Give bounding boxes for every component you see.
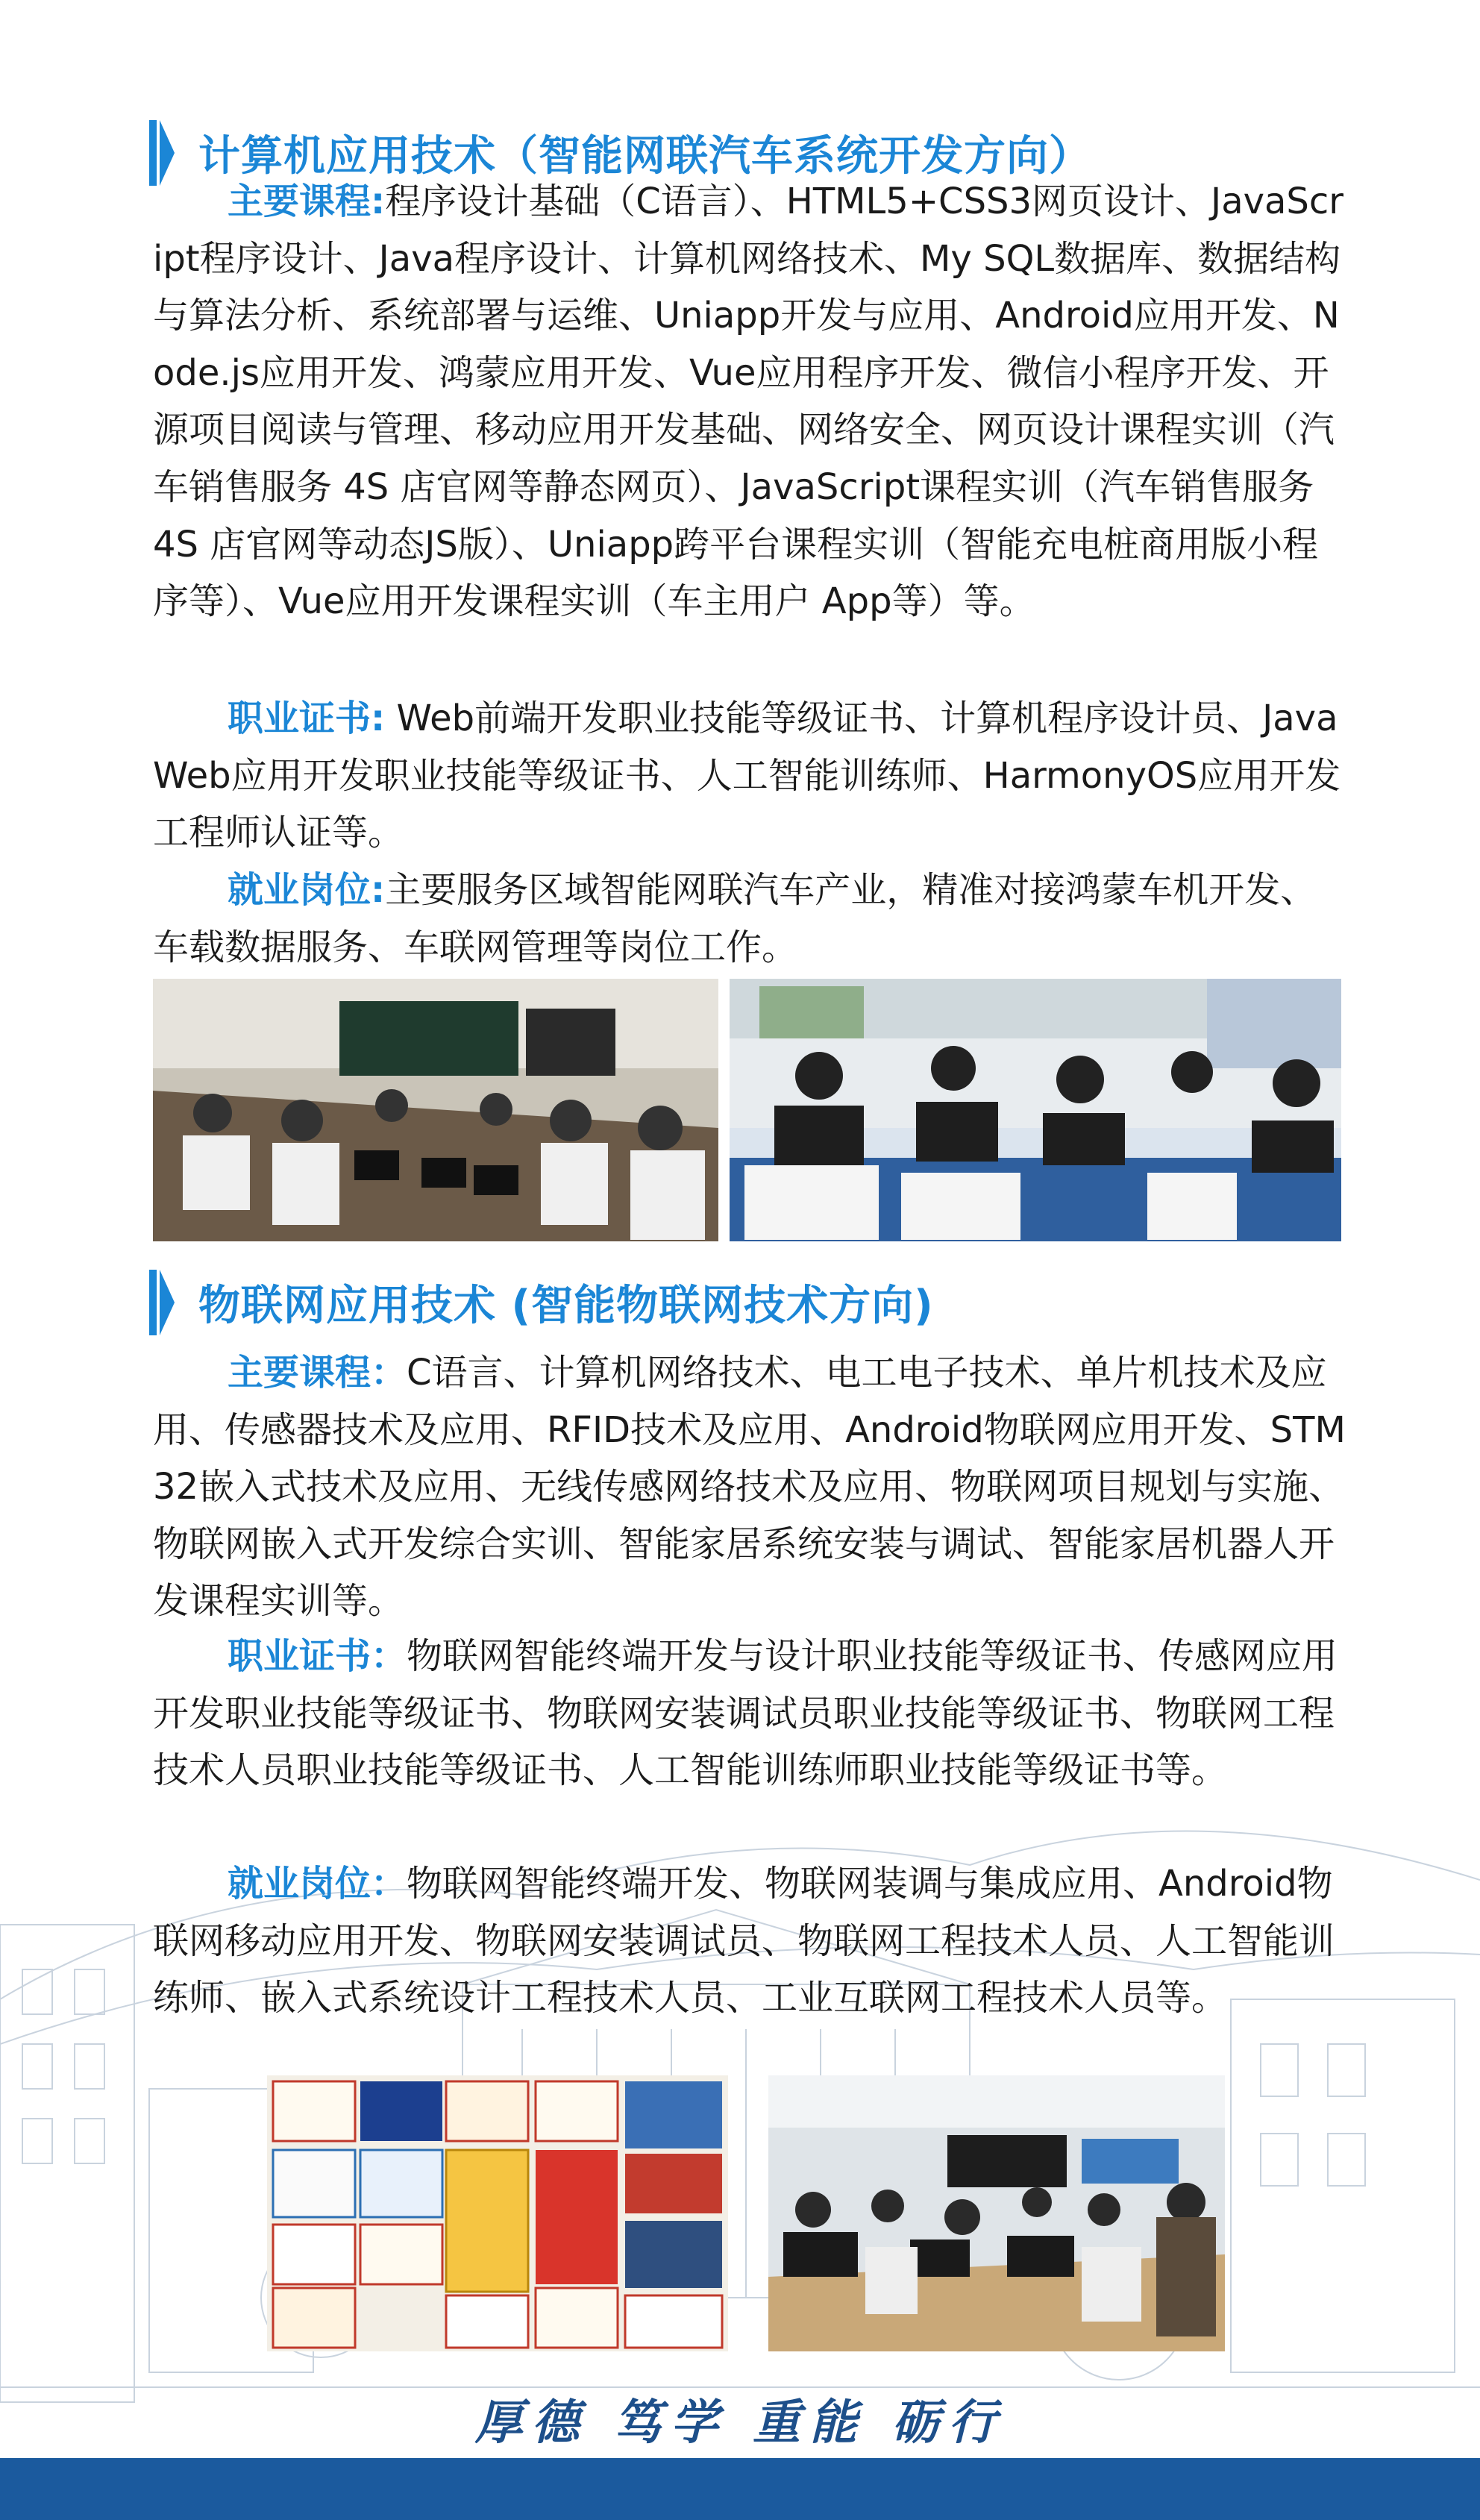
- section2-courses: [153, 1344, 1346, 1630]
- section1-courses: [153, 173, 1346, 630]
- classroom-photo-1: [153, 979, 718, 1241]
- footer-band: [0, 2458, 1480, 2520]
- courses-label: 主要课程：: [228, 1352, 407, 1394]
- jobs-label: 就业岗位:: [228, 869, 386, 911]
- school-motto: 厚德 笃学 重能 砺行: [474, 2395, 1006, 2451]
- courses-text: C语言、计算机网络技术、电工电子技术、单片机技术及应用、传感器技术及应用、RFID技术及应用、Android物联网应用开发、STM32嵌入式技术及应用、无线传感网络技术及应用、物联网项目规划与实施、物联网嵌入式开发综合实训、智能家居系统安装与调试、智能家居机器人开发课程实训等。: [153, 1352, 1346, 1623]
- classroom-photo-2: [730, 979, 1341, 1241]
- section2-title: 物联网应用技术 (智能物联网技术方向): [198, 1282, 934, 1330]
- section1-certificates: [153, 690, 1346, 862]
- section1-title: 计算机应用技术（智能网联汽车系统开发方向）: [198, 132, 1091, 181]
- section2-heading: [149, 1265, 934, 1340]
- certificates-collage-photo: [267, 2075, 728, 2351]
- jobs-label: 就业岗位：: [228, 1863, 407, 1905]
- chevron-right-icon: [149, 1265, 176, 1340]
- section2-jobs: [153, 1855, 1346, 2027]
- section2-certificates: [153, 1628, 1346, 1799]
- courses-label: 主要课程:: [228, 181, 386, 222]
- cert-text: 物联网智能终端开发与设计职业技能等级证书、传感网应用开发职业技能等级证书、物联网安装调试员职业技能等级证书、物联网工程技术人员职业技能等级证书、人工智能训练师职业技能等级证书等。: [153, 1635, 1338, 1792]
- courses-text: 程序设计基础（C语言）、HTML5+CSS3网页设计、JavaScript程序设计、Java程序设计、计算机网络技术、My SQL数据库、数据结构与算法分析、系统部署与运维、Uniapp开发与应用、Android应用开发、Node.js应用开发、鸿蒙应用开发、Vue应用程序开发、微信小程序开发、开源项目阅读与管理、移动应用开发基础、网络安全、网页设计课程实训（汽车销售服务 4S 店官网等静态网页）、JavaScript课程实训（汽车销售服务 4S 店官网等动态JS版）、Uniapp跨平台课程实训（智能充电桩商用版小程序等）、Vue应用开发课程实训（车主用户 App等）等。: [153, 181, 1344, 623]
- cert-text: Web前端开发职业技能等级证书、计算机程序设计员、Java Web应用开发职业技能等级证书、人工智能训练师、HarmonyOS应用开发工程师认证等。: [153, 698, 1341, 854]
- cert-label: 职业证书：: [228, 1635, 407, 1677]
- iot-lab-photo: [768, 2075, 1225, 2351]
- section1-jobs: [153, 862, 1346, 976]
- jobs-text: 主要服务区域智能网联汽车产业，精准对接鸿蒙车机开发、车载数据服务、车联网管理等岗位工作。: [153, 869, 1317, 968]
- jobs-text: 物联网智能终端开发、物联网装调与集成应用、Android物联网移动应用开发、物联网安装调试员、物联网工程技术人员、人工智能训练师、嵌入式系统设计工程技术人员、工业互联网工程技术人员等。: [153, 1863, 1335, 2019]
- cert-label: 职业证书:: [228, 698, 386, 739]
